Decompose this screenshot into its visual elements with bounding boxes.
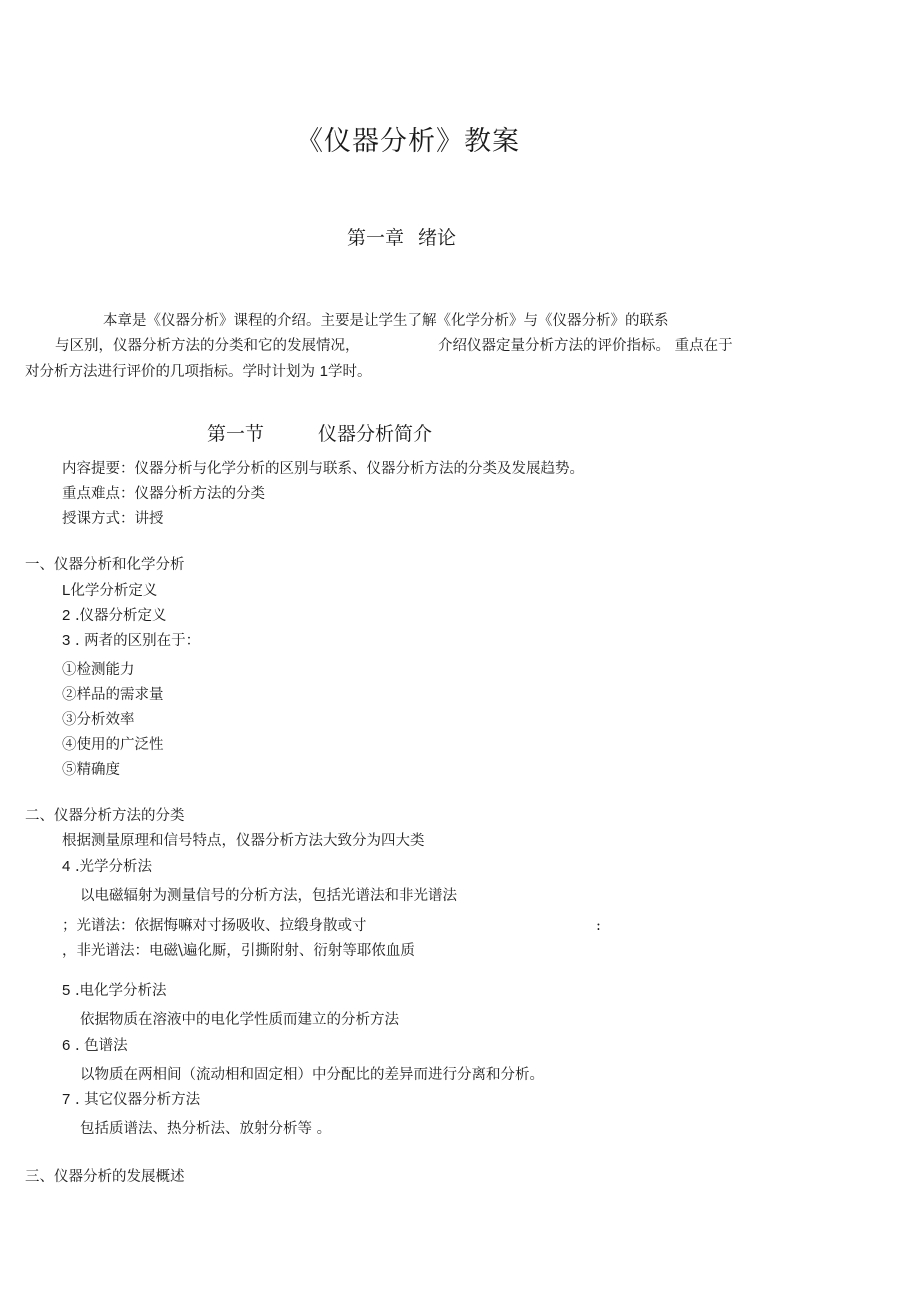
part2-item-6 <box>62 1038 128 1054</box>
item4-spectral-line-end: : <box>596 918 601 934</box>
chapter-label: 第一章 <box>347 227 405 249</box>
item4-nonspectral-line: ，非光谱法：电磁\遍化厮，引撕附射、衍射等耶侬血质 <box>62 943 415 959</box>
chapter-name: 绪论 <box>418 227 457 249</box>
list-text: .仪器分析定义 <box>70 608 167 624</box>
part3-heading: 三、仪器分析的发展概述 <box>25 1169 185 1185</box>
list-number: 3 <box>62 632 71 649</box>
list-text: . 两者的区别在于： <box>70 633 201 649</box>
part2-item-4 <box>62 859 152 875</box>
content-summary: 内容提要：仪器分析与化学分析的区别与联系、仪器分析方法的分类及发展趋势。 <box>62 461 584 477</box>
list-number: 4 <box>62 858 71 875</box>
criteria-item: ⑤精确度 <box>62 762 120 778</box>
criteria-item: ①检测能力 <box>62 662 135 678</box>
intro-line-1: 本章是《仪器分析》课程的介绍。主要是让学生了解《化学分析》与《仪器分析》的联系 <box>103 313 669 329</box>
list-number: 7 <box>62 1091 71 1108</box>
item7-description: 包括质谱法、热分析法、放射分析等 。 <box>80 1121 332 1137</box>
list-text: .光学分析法 <box>70 859 153 875</box>
item6-description: 以物质在两相间（流动相和固定相）中分配比的差异而进行分离和分析。 <box>80 1067 544 1083</box>
teaching-method: 授课方式：讲授 <box>62 511 164 527</box>
section-name: 仪器分析简介 <box>318 423 433 445</box>
document-title: 《仪器分析》教案 <box>296 126 520 157</box>
list-text: . 其它仪器分析方法 <box>70 1092 201 1108</box>
list-text: 化学分析定义 <box>70 583 158 599</box>
part2-item-5 <box>62 983 167 999</box>
intro-line-3b: 学时。 <box>327 364 372 380</box>
part1-item-2 <box>62 608 167 624</box>
intro-line-2b: 介绍仪器定量分析方法的评价指标。 重点在于 <box>438 338 733 354</box>
intro-line-3a: 对分析方法进行评价的几项指标。学时计划为 <box>25 364 320 380</box>
credit-hours: 1 <box>319 363 328 380</box>
item5-description: 依据物质在溶液中的电化学性质而建立的分析方法 <box>80 1012 399 1028</box>
part2-heading: 二、仪器分析方法的分类 <box>25 808 185 824</box>
item4-description: 以电磁辐射为测量信号的分析方法，包括光谱法和非光谱法 <box>80 888 457 904</box>
list-number: L <box>62 582 71 599</box>
criteria-item: ③分析效率 <box>62 712 135 728</box>
intro-line-3 <box>25 364 371 380</box>
section-label: 第一节 <box>207 423 265 445</box>
item4-spectral-line: ；光谱法：依据悔嘛对寸扬吸收、拉缎身散或寸 <box>62 918 367 934</box>
key-points: 重点难点：仪器分析方法的分类 <box>62 486 265 502</box>
list-text: . 色谱法 <box>70 1038 128 1054</box>
intro-line-2a: 与区别，仪器分析方法的分类和它的发展情况， <box>55 338 360 354</box>
criteria-item: ②样品的需求量 <box>62 687 164 703</box>
part1-item-3 <box>62 633 200 649</box>
list-number: 6 <box>62 1037 71 1054</box>
part1-heading: 一、仪器分析和化学分析 <box>25 557 185 573</box>
part2-item-7 <box>62 1092 200 1108</box>
criteria-item: ④使用的广泛性 <box>62 737 164 753</box>
part1-item-1 <box>62 583 157 599</box>
part2-lead: 根据测量原理和信号特点，仪器分析方法大致分为四大类 <box>62 833 425 849</box>
list-number: 5 <box>62 982 71 999</box>
list-number: 2 <box>62 607 71 624</box>
list-text: .电化学分析法 <box>70 983 167 999</box>
